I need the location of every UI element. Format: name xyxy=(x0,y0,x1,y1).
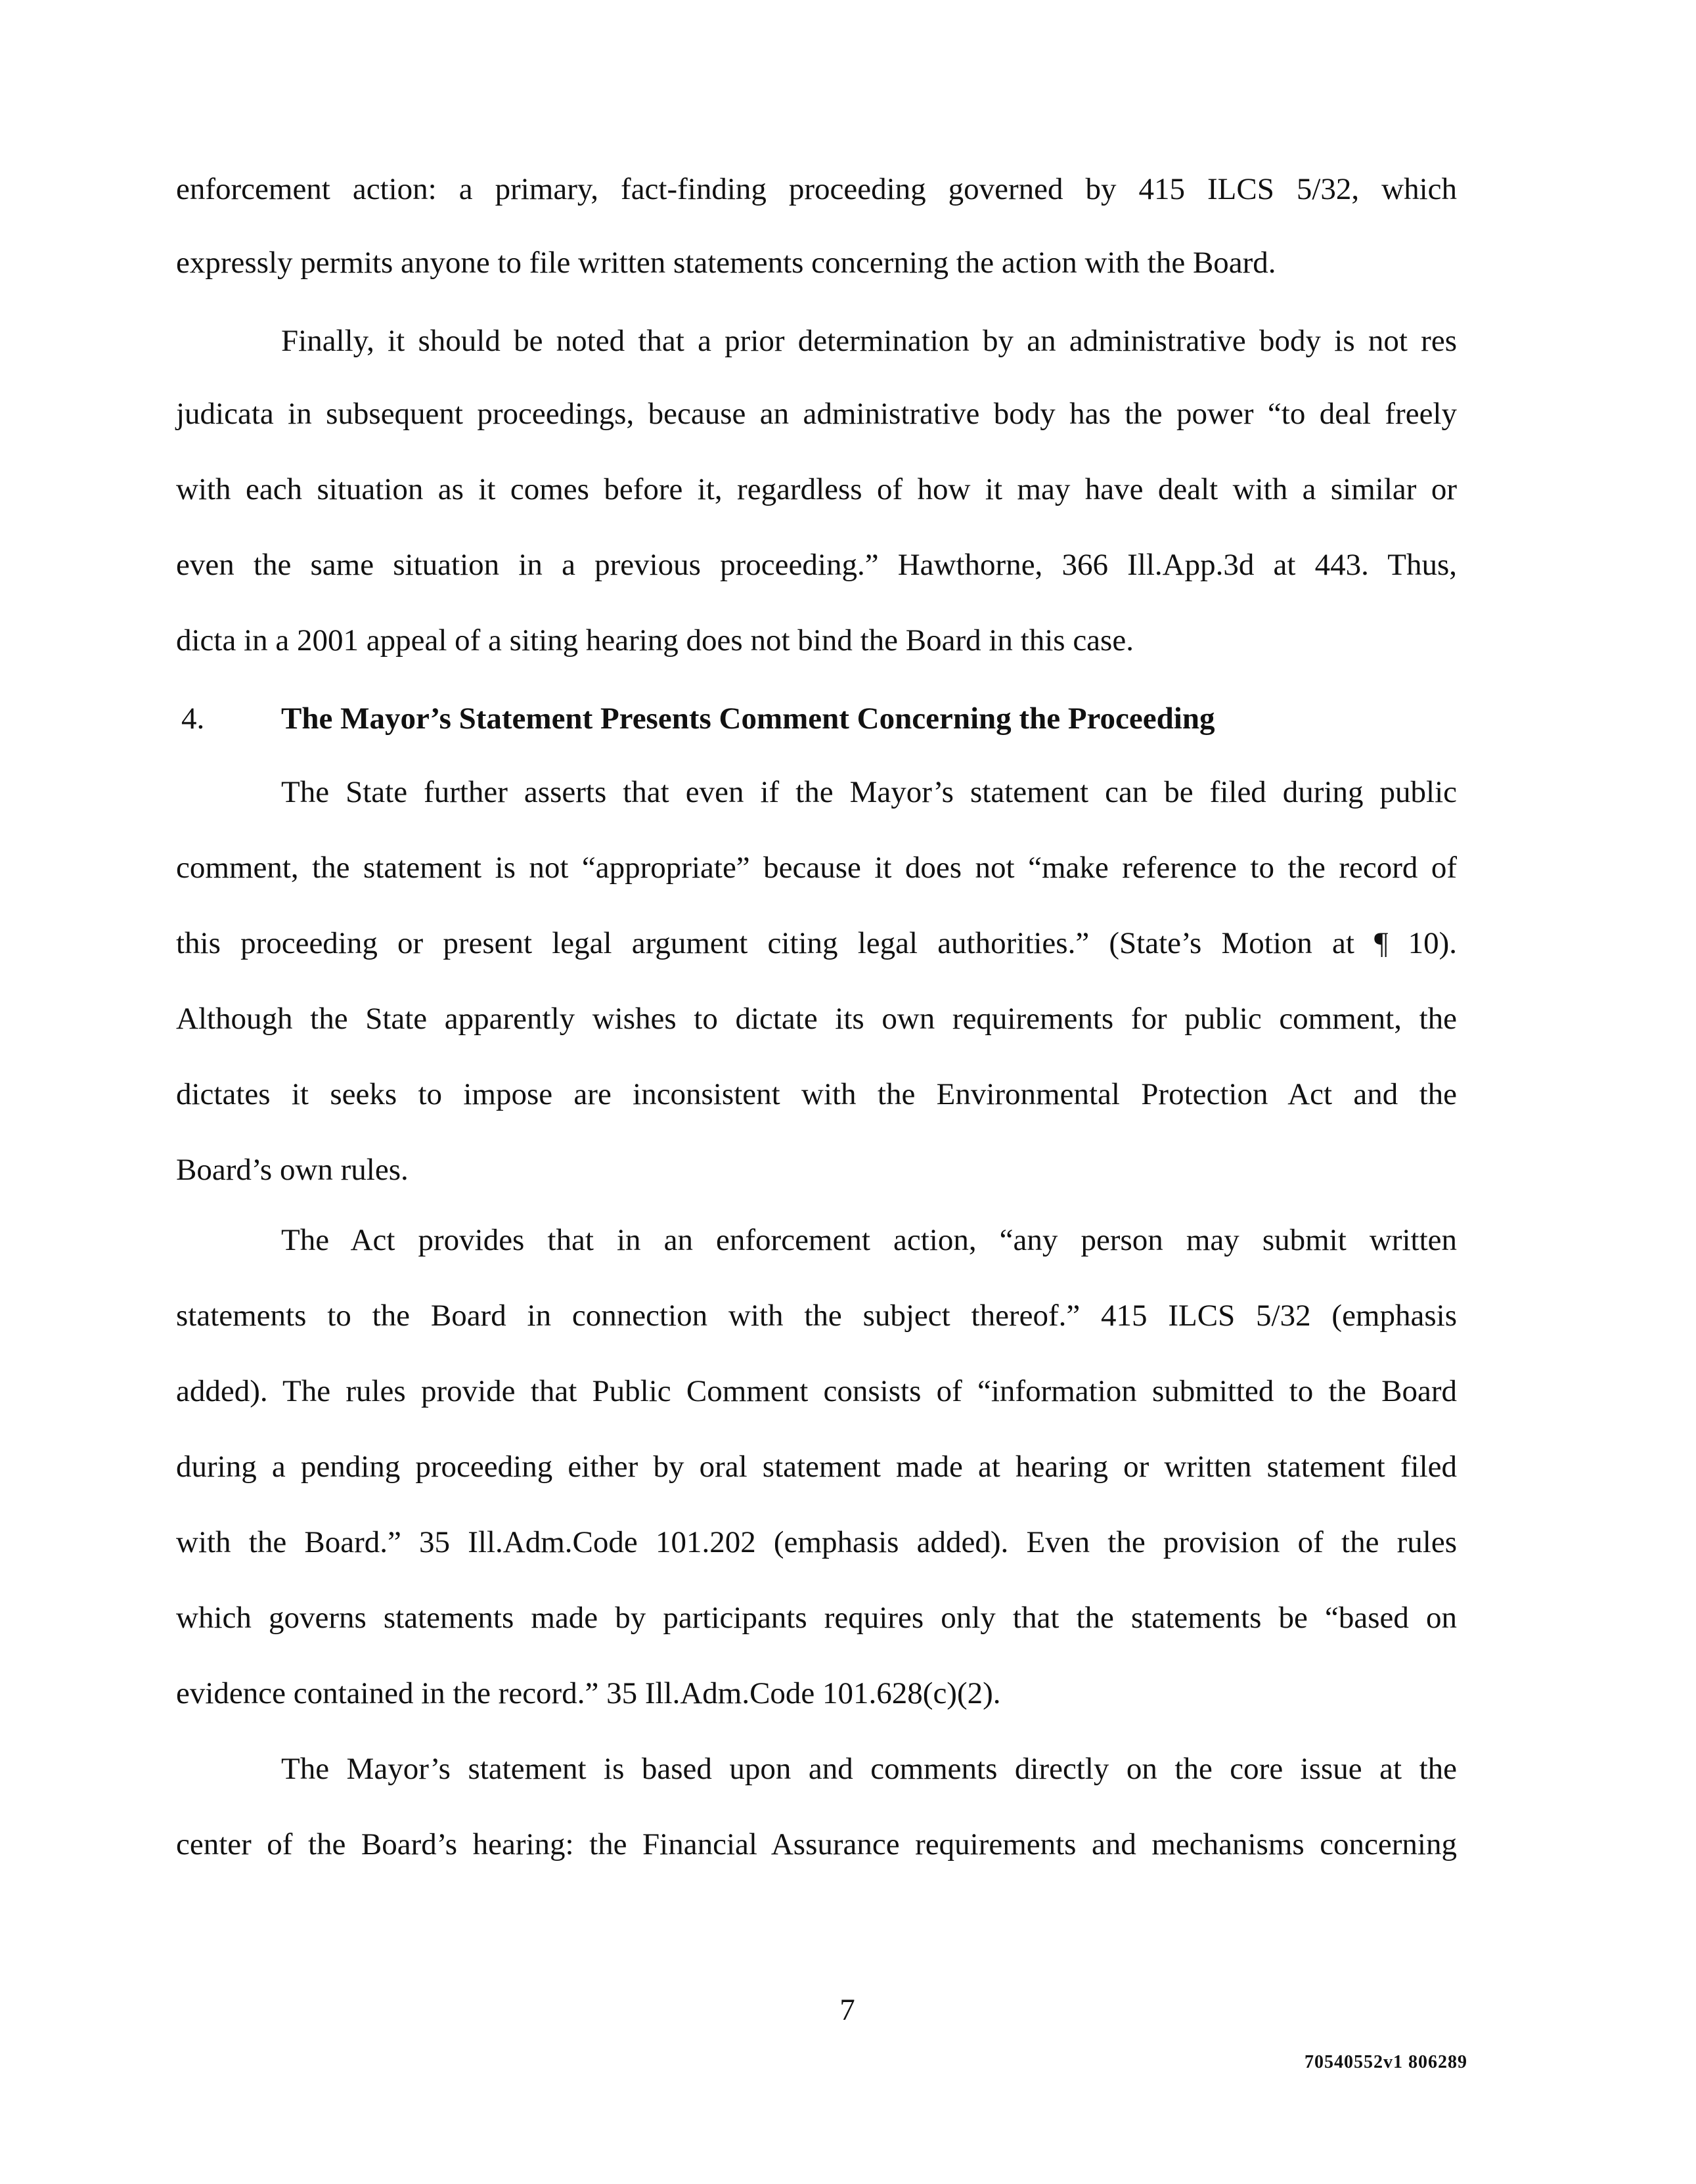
paragraph-1-line-2: expressly permits anyone to file written statements concerning the action with the Board. xyxy=(176,246,1276,280)
paragraph-2-line-2: judicata in subsequent proceedings, because an administrative body has the power “to deal freely xyxy=(176,397,1457,431)
paragraph-3-line-4: Although the State apparently wishes to dictate its own requirements for public comment, the xyxy=(176,1002,1457,1036)
paragraph-2-line-4: even the same situation in a previous proceeding.” Hawthorne, 366 Ill.App.3d at 443. Thus, xyxy=(176,548,1457,582)
paragraph-5-line-1: The Mayor’s statement is based upon and comments directly on the core issue at the xyxy=(281,1752,1457,1786)
section-heading: The Mayor’s Statement Presents Comment Concerning the Proceeding xyxy=(281,702,1215,736)
paragraph-2-line-3: with each situation as it comes before it, regardless of how it may have dealt with a similar or xyxy=(176,472,1457,506)
page-number: 7 xyxy=(839,1993,855,2027)
paragraph-4-line-6: which governs statements made by participants requires only that the statements be “based on xyxy=(176,1601,1457,1635)
paragraph-4-line-2: statements to the Board in connection with the subject thereof.” 415 ILCS 5/32 (emphasis xyxy=(176,1299,1457,1333)
paragraph-3-line-5: dictates it seeks to impose are inconsistent with the Environmental Protection Act and the xyxy=(176,1077,1457,1111)
paragraph-4-line-1: The Act provides that in an enforcement action, “any person may submit written xyxy=(281,1223,1457,1257)
document-id: 70540552v1 806289 xyxy=(1305,2052,1467,2072)
paragraph-4-line-7: evidence contained in the record.” 35 Ill.Adm.Code 101.628(c)(2). xyxy=(176,1676,1001,1710)
paragraph-4-line-5: with the Board.” 35 Ill.Adm.Code 101.202 (emphasis added). Even the provision of the rules xyxy=(176,1525,1457,1559)
paragraph-3-line-6: Board’s own rules. xyxy=(176,1153,409,1187)
paragraph-2-line-1: Finally, it should be noted that a prior determination by an administrative body is not res xyxy=(281,324,1457,358)
paragraph-2-line-5: dicta in a 2001 appeal of a siting hearing does not bind the Board in this case. xyxy=(176,623,1134,657)
paragraph-3-line-3: this proceeding or present legal argument citing legal authorities.” (State’s Motion at ¶ 10). xyxy=(176,926,1457,960)
paragraph-4-line-4: during a pending proceeding either by oral statement made at hearing or written statement filed xyxy=(176,1450,1457,1484)
paragraph-1-line-1: enforcement action: a primary, fact-finding proceeding governed by 415 ILCS 5/32, which xyxy=(176,172,1457,206)
paragraph-4-line-3: added). The rules provide that Public Comment consists of “information submitted to the Board xyxy=(176,1374,1457,1408)
paragraph-5-line-2: center of the Board’s hearing: the Financial Assurance requirements and mechanisms concerning xyxy=(176,1827,1457,1861)
paragraph-3-line-2: comment, the statement is not “appropriate” because it does not “make reference to the record of xyxy=(176,851,1457,885)
section-number: 4. xyxy=(181,702,205,736)
paragraph-3-line-1: The State further asserts that even if the Mayor’s statement can be filed during public xyxy=(281,775,1457,809)
